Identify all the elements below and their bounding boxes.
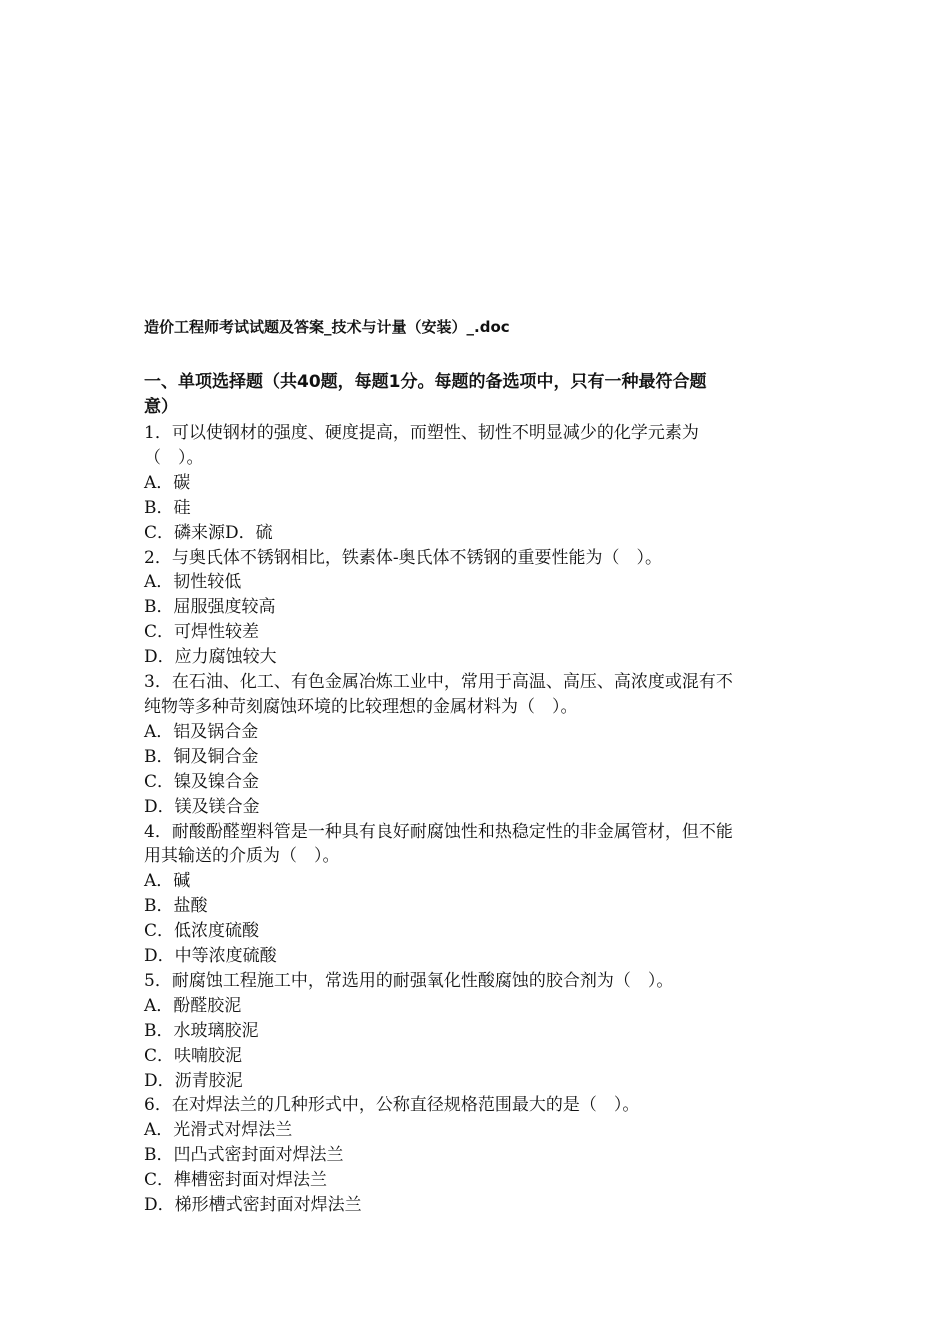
text-line: B．屈服强度较高: [144, 597, 276, 618]
text-line: C．磷来源D．硫: [144, 522, 273, 543]
text-line: A．酚醛胶泥: [144, 995, 242, 1016]
text-line: 3．在石油、化工、有色金属冶炼工业中，常用于高温、高压、高浓度或混有不: [144, 672, 733, 693]
document-title: 造价工程师考试试题及答案_技术与计量（安装）_.doc: [144, 318, 510, 336]
text-line: A．韧性较低: [144, 572, 242, 593]
text-line: D．梯形槽式密封面对焊法兰: [144, 1195, 362, 1216]
text-line: C．镍及镍合金: [144, 771, 260, 792]
text-line: B．水玻璃胶泥: [144, 1020, 259, 1041]
text-line: 1．可以使钢材的强度、硬度提高，而塑性、韧性不明显减少的化学元素为: [144, 423, 699, 443]
text-line: A．碳: [144, 472, 191, 493]
text-line: A．光滑式对焊法兰: [144, 1120, 293, 1141]
text-line: 用其输送的介质为（ ）。: [144, 846, 340, 867]
text-line: C．呋喃胶泥: [144, 1045, 243, 1066]
text-line: B．盐酸: [144, 896, 208, 917]
text-line: D．中等浓度硫酸: [144, 946, 277, 967]
text-line: B．铜及铜合金: [144, 746, 259, 767]
text-line: A．碱: [144, 871, 191, 892]
text-line: D．沥青胶泥: [144, 1070, 243, 1091]
section-heading: [144, 370, 814, 420]
section-heading-line: 意）: [144, 397, 178, 417]
text-line: B．硅: [144, 497, 191, 518]
text-line: C．榫槽密封面对焊法兰: [144, 1170, 328, 1191]
text-line: 6．在对焊法兰的几种形式中，公称直径规格范围最大的是（ ）。: [144, 1095, 640, 1116]
text-line: 纯物等多种苛刻腐蚀环境的比较理想的金属材料为（ ）。: [144, 696, 578, 717]
text-line: B．凹凸式密封面对焊法兰: [144, 1145, 344, 1166]
text-line: D．应力腐蚀较大: [144, 647, 277, 668]
text-line: （ ）。: [144, 447, 204, 468]
text-line: D．镁及镁合金: [144, 796, 260, 817]
text-line: 5．耐腐蚀工程施工中，常选用的耐强氧化性酸腐蚀的胶合剂为（ ）。: [144, 970, 674, 991]
text-line: C．可焊性较差: [144, 622, 260, 643]
text-line: 4．耐酸酚醛塑料管是一种具有良好耐腐蚀性和热稳定性的非金属管材，但不能: [144, 821, 733, 842]
question-list: [144, 421, 824, 1218]
text-line: 2．与奥氏体不锈钢相比，铁素体-奥氏体不锈钢的重要性能为（ ）。: [144, 547, 663, 568]
text-line: C．低浓度硫酸: [144, 921, 260, 942]
text-line: A．铝及锅合金: [144, 721, 259, 742]
section-heading-line: 一、单项选择题（共40题，每题1分。每题的备选项中，只有一种最符合题: [144, 372, 707, 392]
